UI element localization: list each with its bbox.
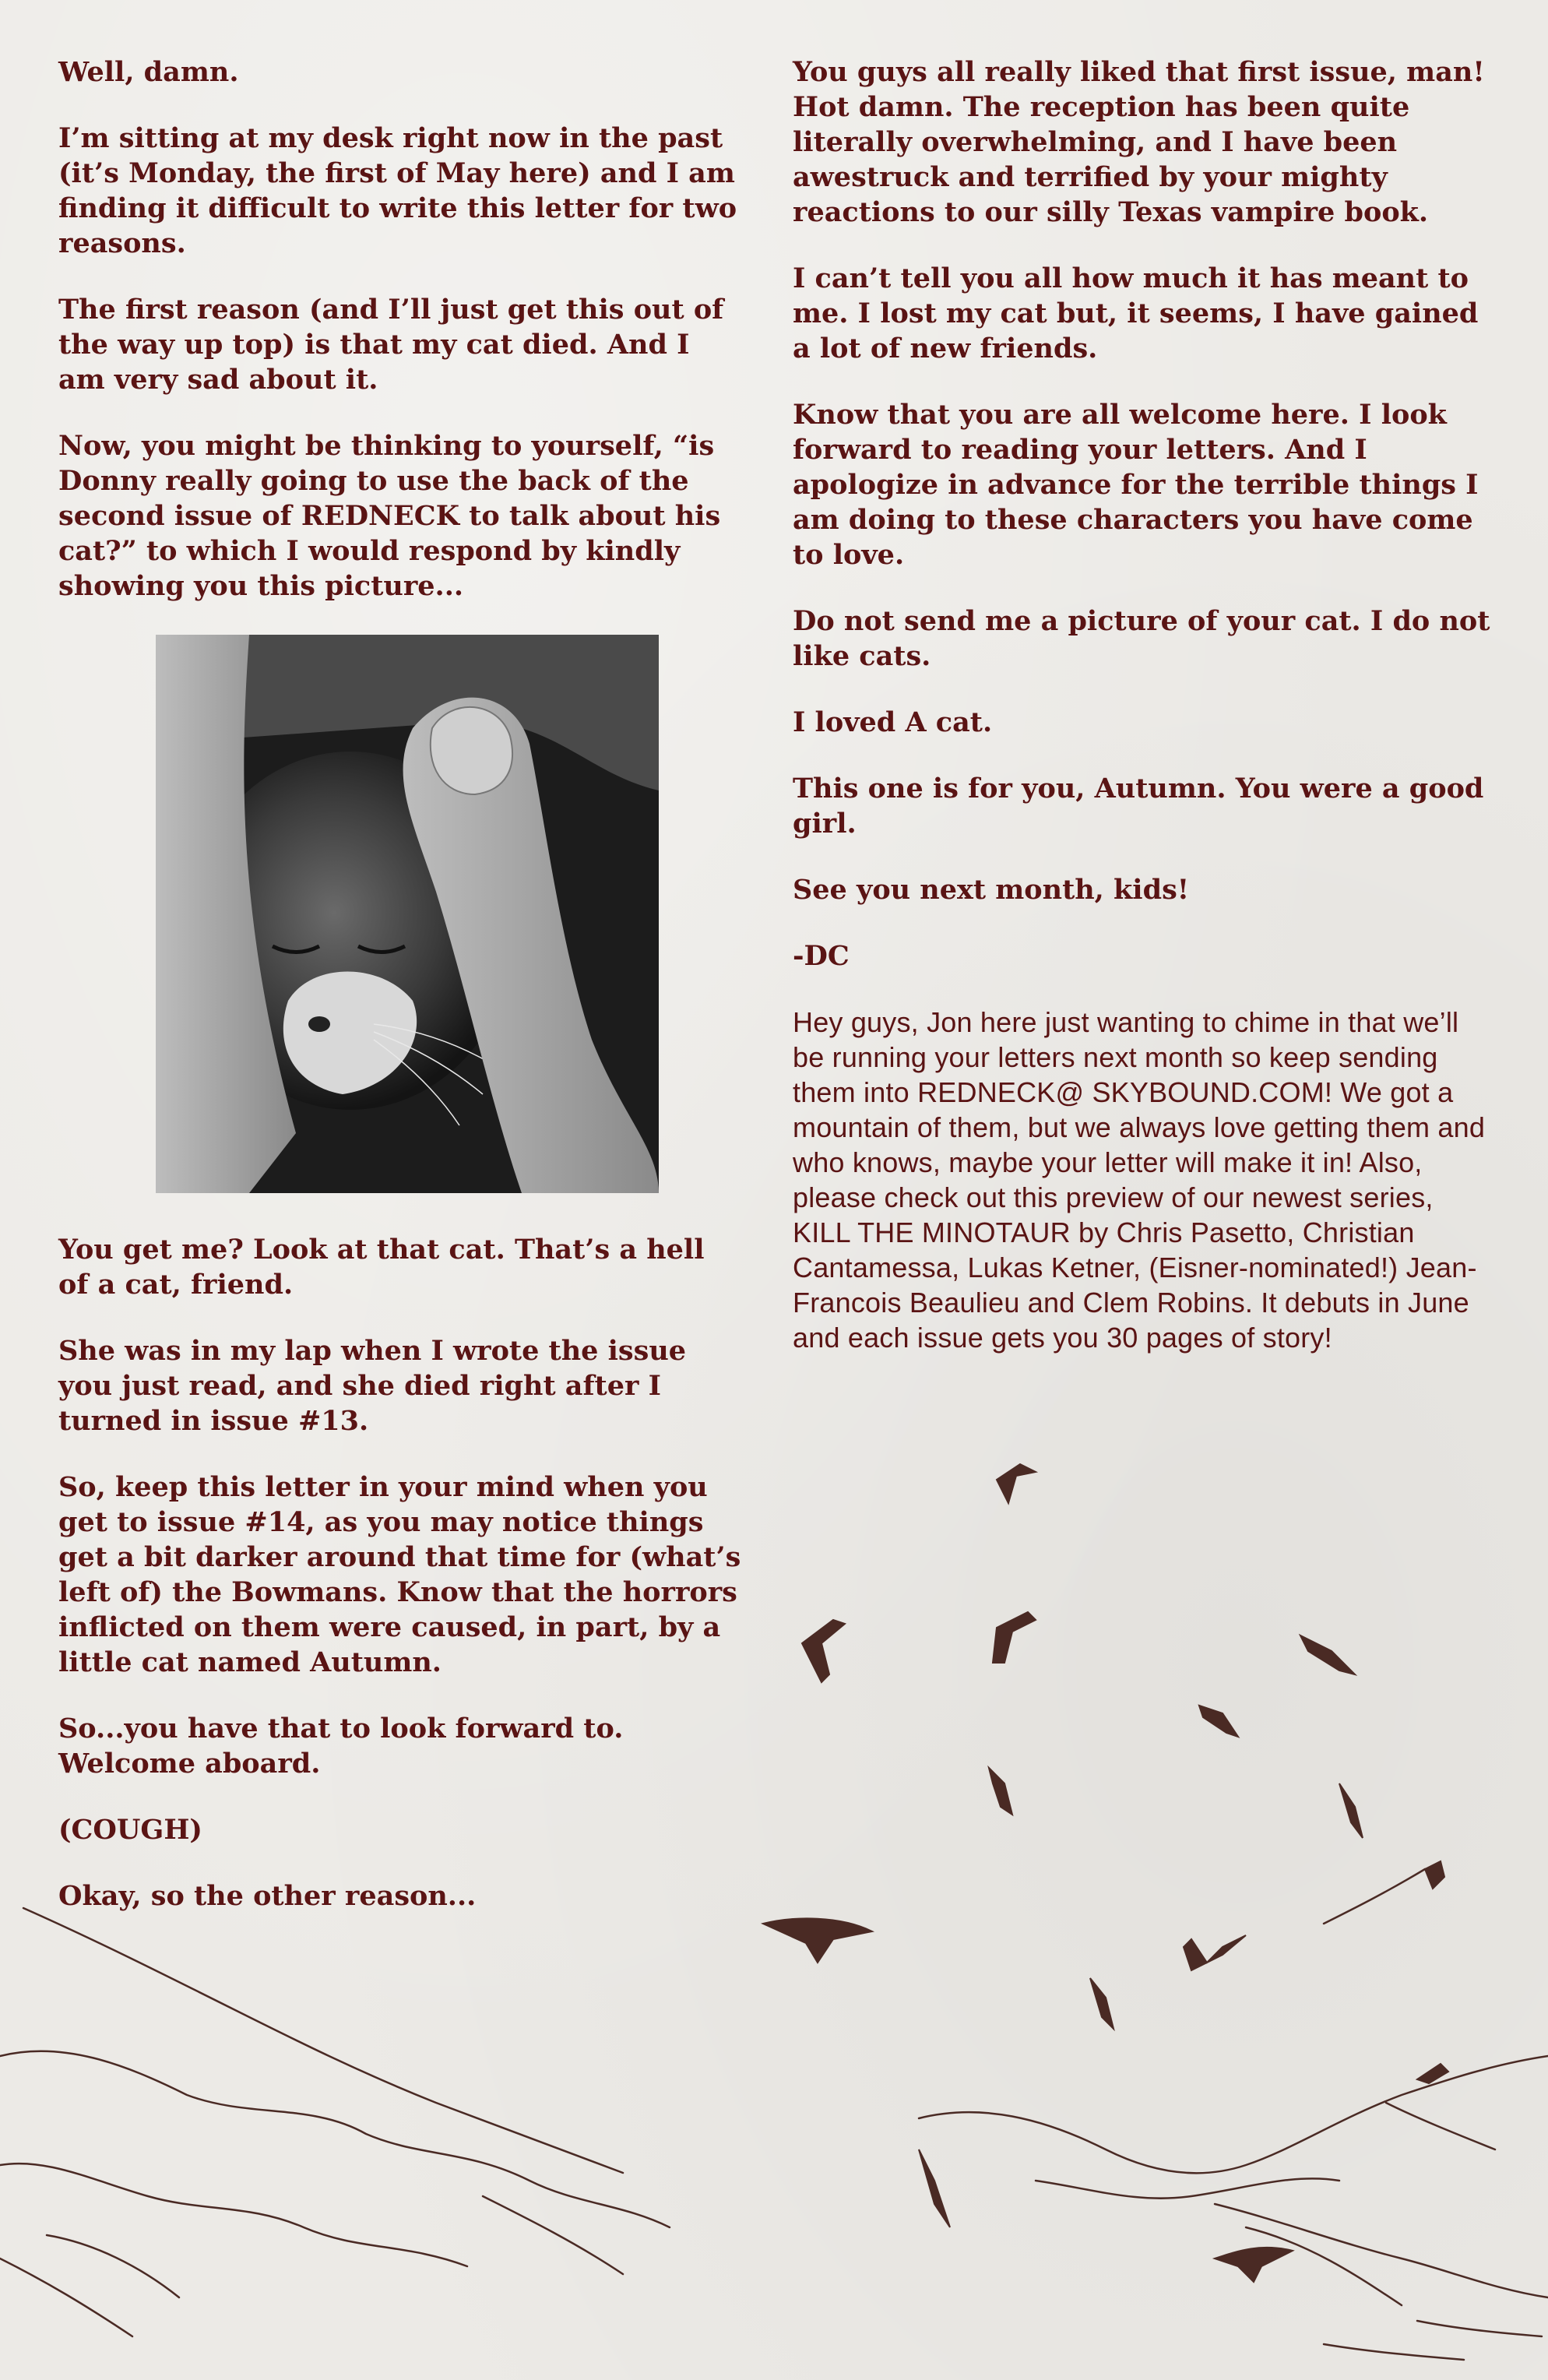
letter-paragraph: Now, you might be thinking to yourself, “is Donny really going to use the back of the second issue of REDNECK to talk about his cat?” to which I would respond by kindly showing you this picture...	[58, 430, 721, 602]
letter-paragraph: She was in my lap when I wrote the issue you just read, and she died right after I turned in issue #13.	[58, 1335, 687, 1437]
letter-paragraph: Okay, so the other reason...	[58, 1880, 477, 1912]
letter-paragraph: This one is for you, Autumn. You were a good girl.	[793, 773, 1484, 840]
editor-note: Hey guys, Jon here just wanting to chime in that we’ll be running your letters next month so keep sending them into REDNECK@ SKYBOUND.COM! We got a mountain of them, but we always love getting them and who knows, maybe your letter will make it in! Also, please check out this preview of our newest series, KILL THE MINOTAUR by Chris Pasetto, Christian Cantamessa, Lukas Ketner, (Eisner-nominated!) Jean-Francois Beaulieu and Clem Robins. It debuts in June and each issue gets you 30 pages of story!	[793, 1006, 1486, 1354]
left-column	[58, 55, 744, 1945]
right-column	[793, 55, 1493, 1386]
letter-paragraph: So, keep this letter in your mind when you get to issue #14, as you may notice things get a bit darker around that time for (what’s left of) the Bowmans. Know that the horrors inflicted on them were caused, in part, by a little cat named Autumn.	[58, 1471, 741, 1678]
letter-paragraph: The first reason (and I’ll just get this out of the way up top) is that my cat died. And I am very sad about it.	[58, 294, 724, 396]
letter-paragraph: I’m sitting at my desk right now in the past (it’s Monday, the first of May here) and I am finding it difficult to write this letter for two reasons.	[58, 122, 737, 259]
signature: -DC	[793, 940, 850, 972]
letter-paragraph: I loved A cat.	[793, 706, 993, 738]
letter-paragraph: So...you have that to look forward to. Welcome aboard.	[58, 1713, 624, 1780]
letter-paragraph: (COUGH)	[58, 1814, 202, 1846]
letter-paragraph: Know that you are all welcome here. I look forward to reading your letters. And I apologize in advance for the terrible things I am doing to these characters you have come to love.	[793, 399, 1479, 571]
letter-paragraph: I can’t tell you all how much it has meant to me. I lost my cat but, it seems, I have gained a lot of new friends.	[793, 262, 1479, 364]
letter-paragraph: You get me? Look at that cat. That’s a hell of a cat, friend.	[58, 1234, 705, 1301]
letter-paragraph: You guys all really liked that first issue, man! Hot damn. The reception has been quite literally overwhelming, and I have been awestruck and terrified by your mighty reactions to our silly Texas vampire book.	[793, 56, 1485, 228]
letter-paragraph: Do not send me a picture of your cat. I do not like cats.	[793, 605, 1490, 672]
letter-paragraph: Well, damn.	[58, 56, 239, 88]
letter-paragraph: See you next month, kids!	[793, 874, 1190, 906]
cat-photo	[156, 635, 659, 1193]
